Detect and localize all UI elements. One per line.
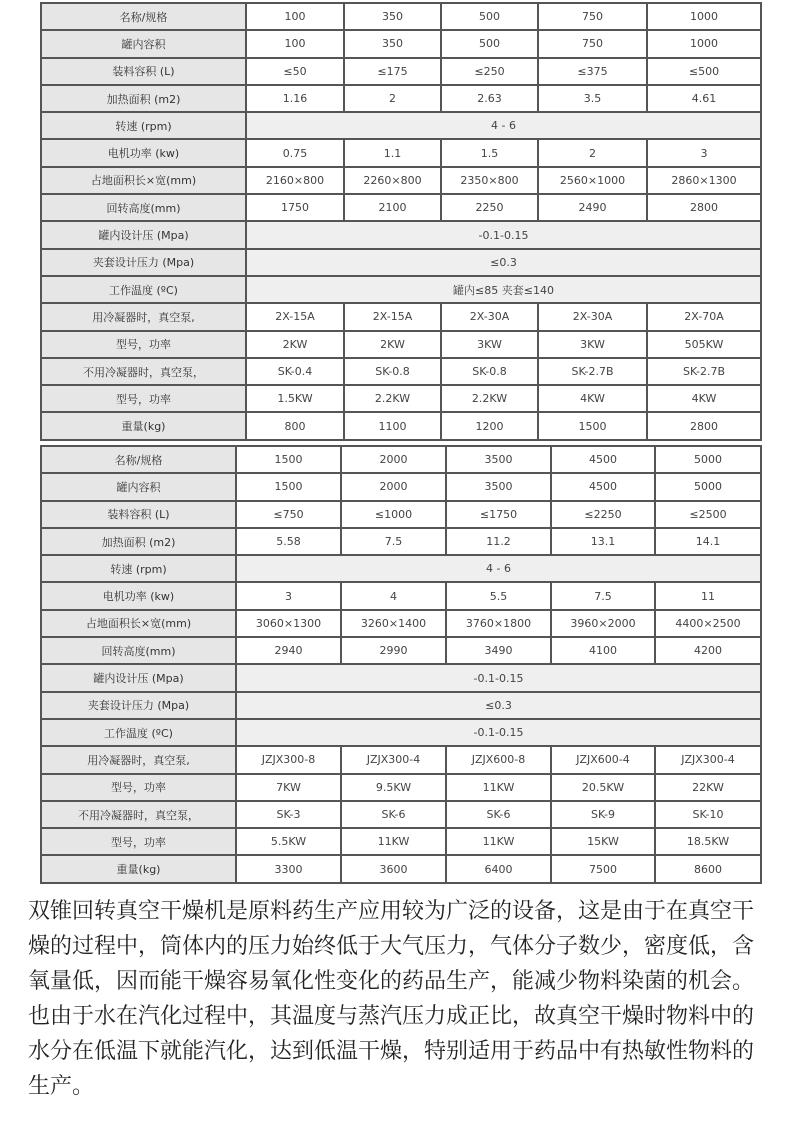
table-cell: 11KW (446, 774, 551, 801)
table-cell: 7.5 (341, 528, 446, 555)
table-cell: 2X-15A (344, 303, 441, 330)
table-cell: 1100 (344, 412, 441, 439)
table-cell: ≤1000 (341, 501, 446, 528)
table-cell: 2860×1300 (647, 167, 761, 194)
table-cell: 1.1 (344, 139, 441, 166)
table-cell: 750 (538, 30, 647, 57)
row-label: 回转高度(mm) (41, 637, 236, 664)
table-cell: 3260×1400 (341, 610, 446, 637)
table-cell: 1500 (236, 473, 341, 500)
table-cell: 3490 (446, 637, 551, 664)
table-cell: 18.5KW (655, 828, 761, 855)
row-label: 电机功率 (kw) (41, 582, 236, 609)
table-cell: 7500 (551, 855, 655, 882)
table-cell: 3760×1800 (446, 610, 551, 637)
table-cell: 2160×800 (246, 167, 344, 194)
table-cell: SK-6 (341, 801, 446, 828)
row-label: 罐内设计压 (Mpa) (41, 664, 236, 691)
table-cell: 2.2KW (441, 385, 538, 412)
table-cell: SK-6 (446, 801, 551, 828)
row-label: 转速 (rpm) (41, 112, 246, 139)
table-cell: ≤175 (344, 58, 441, 85)
table-row (41, 501, 761, 528)
table-row (41, 801, 761, 828)
table-cell: 2250 (441, 194, 538, 221)
table-cell: 1.5 (441, 139, 538, 166)
table-row (41, 85, 761, 112)
row-label: 夹套设计压力 (Mpa) (41, 692, 236, 719)
row-label: 型号，功率 (41, 385, 246, 412)
table-cell-merged: 罐内≤85 夹套≤140 (246, 276, 761, 303)
table-cell: ≤375 (538, 58, 647, 85)
table-cell-merged: ≤0.3 (246, 249, 761, 276)
table-row (41, 194, 761, 221)
table-cell: 15KW (551, 828, 655, 855)
table-cell: 3.5 (538, 85, 647, 112)
row-label: 加热面积 (m2) (41, 528, 236, 555)
table-cell: 1000 (647, 30, 761, 57)
table-cell: 100 (246, 30, 344, 57)
table-row (41, 167, 761, 194)
table-cell: 350 (344, 30, 441, 57)
table-cell: 2990 (341, 637, 446, 664)
table-cell: 2 (538, 139, 647, 166)
table-cell: 2X-15A (246, 303, 344, 330)
table-cell: ≤50 (246, 58, 344, 85)
table-cell: 2000 (341, 446, 446, 473)
table-cell: 4KW (538, 385, 647, 412)
table-cell-merged: 4 - 6 (246, 112, 761, 139)
table-cell-merged: -0.1-0.15 (246, 221, 761, 248)
table-cell: 3KW (441, 331, 538, 358)
table-cell: 7.5 (551, 582, 655, 609)
table-cell: 2800 (647, 412, 761, 439)
row-label: 不用冷凝器时，真空泵， (41, 358, 246, 385)
table-cell: 2000 (341, 473, 446, 500)
table-cell: ≤2500 (655, 501, 761, 528)
row-label: 夹套设计压力 (Mpa) (41, 249, 246, 276)
table-cell: SK-0.8 (441, 358, 538, 385)
table-cell: JZJX600-4 (551, 746, 655, 773)
table-cell: ≤750 (236, 501, 341, 528)
table-cell: 3600 (341, 855, 446, 882)
table-cell-merged: -0.1-0.15 (236, 664, 761, 691)
table-cell: ≤2250 (551, 501, 655, 528)
table-cell: 6400 (446, 855, 551, 882)
spec-table-1 (40, 2, 762, 441)
description-paragraph: 双锥回转真空干燥机是原料药生产应用较为广泛的设备，这是由于在真空干燥的过程中，筒体内的压力始终低于大气压力，气体分子数少，密度低，含氧量低，因而能干燥容易氧化性变化的药品生产，能减少物料染菌的机会。也由于水在汽化过程中，其温度与蒸汽压力成正比，故真空干燥时物料中的水分在低温下就能汽化，达到低温干燥，特别适用于药品中有热敏性物料的生产。 (28, 899, 755, 1099)
row-label: 型号，功率 (41, 828, 236, 855)
row-label: 名称/规格 (41, 446, 236, 473)
table-cell: 2 (344, 85, 441, 112)
row-label: 装料容积 (L) (41, 58, 246, 85)
table-row (41, 555, 761, 582)
table-cell: 4200 (655, 637, 761, 664)
spec-table-2 (40, 445, 762, 884)
table-row (41, 446, 761, 473)
table-cell: 11 (655, 582, 761, 609)
table-cell: SK-3 (236, 801, 341, 828)
table-cell: 2560×1000 (538, 167, 647, 194)
table-row (41, 249, 761, 276)
table-cell: 3060×1300 (236, 610, 341, 637)
table-row (41, 855, 761, 882)
table-cell: JZJX300-4 (341, 746, 446, 773)
table-cell: 3 (647, 139, 761, 166)
table-cell: 2.63 (441, 85, 538, 112)
row-label: 型号，功率 (41, 774, 236, 801)
table-cell: 11.2 (446, 528, 551, 555)
table-row (41, 528, 761, 555)
row-label: 不用冷凝器时，真空泵， (41, 801, 236, 828)
table-cell: 4100 (551, 637, 655, 664)
table-cell: ≤1750 (446, 501, 551, 528)
spec-table-1-body (41, 3, 761, 440)
table-cell: 5.5 (446, 582, 551, 609)
table-row (41, 112, 761, 139)
table-cell: 0.75 (246, 139, 344, 166)
table-cell: 505KW (647, 331, 761, 358)
table-cell: 4500 (551, 473, 655, 500)
table-cell: 3300 (236, 855, 341, 882)
row-label: 罐内容积 (41, 473, 236, 500)
table-cell: 2X-30A (441, 303, 538, 330)
table-cell: SK-2.7B (647, 358, 761, 385)
table-cell-merged: -0.1-0.15 (236, 719, 761, 746)
table-cell: SK-0.8 (344, 358, 441, 385)
table-row (41, 774, 761, 801)
table-cell: 800 (246, 412, 344, 439)
table-cell: 13.1 (551, 528, 655, 555)
table-row (41, 582, 761, 609)
table-cell: 3500 (446, 473, 551, 500)
row-label: 罐内容积 (41, 30, 246, 57)
table-cell: 350 (344, 3, 441, 30)
row-label: 占地面积长×宽(mm) (41, 610, 236, 637)
row-label: 工作温度 (ºC) (41, 719, 236, 746)
row-label: 重量(kg) (41, 412, 246, 439)
row-label: 型号，功率 (41, 331, 246, 358)
row-label: 回转高度(mm) (41, 194, 246, 221)
table-cell: 5.58 (236, 528, 341, 555)
table-cell: JZJX300-4 (655, 746, 761, 773)
table-cell: 3500 (446, 446, 551, 473)
table-cell: ≤250 (441, 58, 538, 85)
spec-table-2-body (41, 446, 761, 883)
table-cell: 4400×2500 (655, 610, 761, 637)
table-row (41, 719, 761, 746)
row-label: 用冷凝器时，真空泵, (41, 303, 246, 330)
table-cell: 4KW (647, 385, 761, 412)
table-cell: ≤500 (647, 58, 761, 85)
table-row (41, 3, 761, 30)
table-cell: 1.5KW (246, 385, 344, 412)
row-label: 转速 (rpm) (41, 555, 236, 582)
table-cell: 2800 (647, 194, 761, 221)
table-cell: 4500 (551, 446, 655, 473)
table-cell: 2260×800 (344, 167, 441, 194)
row-label: 加热面积 (m2) (41, 85, 246, 112)
table-row (41, 828, 761, 855)
table-cell: 3KW (538, 331, 647, 358)
table-cell: 1.16 (246, 85, 344, 112)
table-row (41, 139, 761, 166)
table-cell: 20.5KW (551, 774, 655, 801)
table-row (41, 610, 761, 637)
row-label: 名称/规格 (41, 3, 246, 30)
table-cell: JZJX600-8 (446, 746, 551, 773)
table-cell: 5000 (655, 446, 761, 473)
table-cell: 2X-70A (647, 303, 761, 330)
table-cell: 5000 (655, 473, 761, 500)
row-label: 装料容积 (L) (41, 501, 236, 528)
table-cell: 3 (236, 582, 341, 609)
table-cell: 1750 (246, 194, 344, 221)
table-row (41, 30, 761, 57)
table-cell: 11KW (341, 828, 446, 855)
table-cell: 11KW (446, 828, 551, 855)
table-row (41, 303, 761, 330)
table-cell: 2350×800 (441, 167, 538, 194)
table-row (41, 473, 761, 500)
table-row (41, 637, 761, 664)
table-row (41, 664, 761, 691)
table-cell: 500 (441, 30, 538, 57)
table-cell: 2KW (246, 331, 344, 358)
table-cell-merged: ≤0.3 (236, 692, 761, 719)
table-cell: 1000 (647, 3, 761, 30)
table-row (41, 746, 761, 773)
table-cell-merged: 4 - 6 (236, 555, 761, 582)
row-label: 用冷凝器时，真空泵, (41, 746, 236, 773)
table-row (41, 276, 761, 303)
table-row (41, 221, 761, 248)
row-label: 工作温度 (ºC) (41, 276, 246, 303)
table-cell: 1500 (538, 412, 647, 439)
table-cell: 7KW (236, 774, 341, 801)
row-label: 电机功率 (kw) (41, 139, 246, 166)
table-cell: 4 (341, 582, 446, 609)
table-cell: 9.5KW (341, 774, 446, 801)
table-cell: 3960×2000 (551, 610, 655, 637)
table-cell: SK-2.7B (538, 358, 647, 385)
table-row (41, 385, 761, 412)
row-label: 重量(kg) (41, 855, 236, 882)
table-cell: 22KW (655, 774, 761, 801)
table-cell: 1200 (441, 412, 538, 439)
table-cell: SK-0.4 (246, 358, 344, 385)
table-cell: 2KW (344, 331, 441, 358)
table-cell: SK-10 (655, 801, 761, 828)
table-row (41, 412, 761, 439)
table-cell: 500 (441, 3, 538, 30)
table-cell: 4.61 (647, 85, 761, 112)
table-cell: 14.1 (655, 528, 761, 555)
table-cell: 2100 (344, 194, 441, 221)
table-cell: 2X-30A (538, 303, 647, 330)
table-cell: 2490 (538, 194, 647, 221)
table-cell: 2.2KW (344, 385, 441, 412)
table-row (41, 58, 761, 85)
row-label: 罐内设计压 (Mpa) (41, 221, 246, 248)
table-cell: 100 (246, 3, 344, 30)
table-cell: 1500 (236, 446, 341, 473)
table-cell: 8600 (655, 855, 761, 882)
table-cell: JZJX300-8 (236, 746, 341, 773)
table-row (41, 331, 761, 358)
table-cell: 2940 (236, 637, 341, 664)
table-cell: SK-9 (551, 801, 655, 828)
table-row (41, 692, 761, 719)
row-label: 占地面积长×宽(mm) (41, 167, 246, 194)
table-cell: 5.5KW (236, 828, 341, 855)
table-row (41, 358, 761, 385)
table-cell: 750 (538, 3, 647, 30)
